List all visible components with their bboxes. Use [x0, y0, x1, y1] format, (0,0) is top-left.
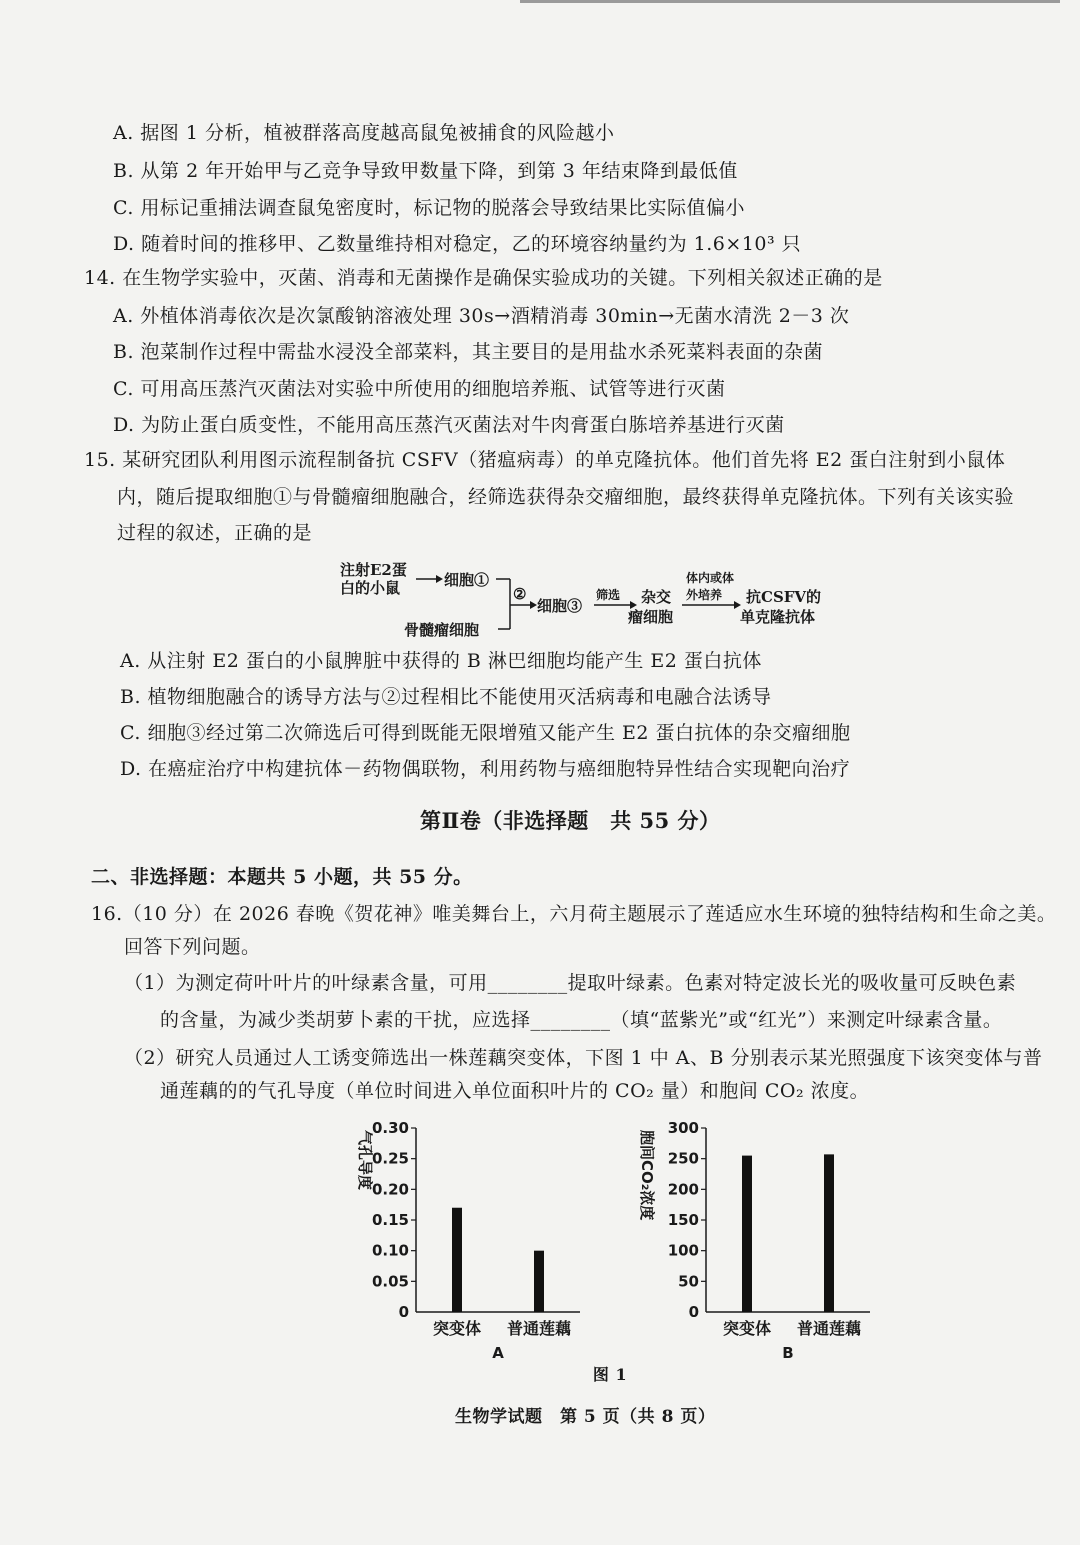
x-category-label: 突变体	[722, 1319, 772, 1338]
section2-heading: 二、非选择题：本题共 5 小题，共 55 分。	[91, 866, 473, 888]
x-category-label: 普通莲藕	[506, 1319, 572, 1338]
flow-hybrid-2: 瘤细胞	[628, 608, 674, 626]
q15-option-c: C. 细胞③经过第二次筛选后可得到既能无限增殖又能产生 E2 蛋白抗体的杂交瘤细胞	[120, 722, 851, 744]
page-footer: 生物学试题 第 5 页（共 8 页）	[455, 1407, 716, 1427]
y-tick-label: 0.10	[371, 1241, 409, 1260]
bar-突变体	[452, 1208, 462, 1312]
q13-option-b: B. 从第 2 年开始甲与乙竞争导致甲数量下降，到第 3 年结束降到最低值	[113, 160, 738, 182]
q14-option-b: B. 泡菜制作过程中需盐水浸没全部菜料，其主要目的是用盐水杀死菜料表面的杂菌	[113, 341, 824, 363]
y-tick-label: 100	[667, 1241, 699, 1260]
q14-option-a: A. 外植体消毒依次是次氯酸钠溶液处理 30s→酒精消毒 30min→无菌水清洗 2－3 次	[113, 305, 850, 327]
y-tick-label: 0	[688, 1303, 699, 1321]
flow-mouse-label-2: 白的小鼠	[340, 579, 401, 597]
y-tick-label: 200	[667, 1180, 699, 1199]
q15-stem-line3: 过程的叙述，正确的是	[117, 522, 313, 544]
flow-screen-label: 筛选	[596, 588, 621, 602]
flow-result-2: 单克隆抗体	[740, 608, 816, 626]
q16-part2-line2: 通莲藕的的气孔导度（单位时间进入单位面积叶片的 CO₂ 量）和胞间 CO₂ 浓度。	[160, 1080, 870, 1102]
bar-普通莲藕	[534, 1251, 544, 1312]
y-tick-label: 150	[667, 1211, 699, 1229]
q15-option-b: B. 植物细胞融合的诱导方法与②过程相比不能使用灭活病毒和电融合法诱导	[120, 686, 772, 708]
y-tick-label: 300	[667, 1119, 699, 1137]
y-tick-label: 0.05	[371, 1272, 409, 1291]
q15-stem-line1: 15. 某研究团队利用图示流程制备抗 CSFV（猪瘟病毒）的单克隆抗体。他们首先将 E2 蛋白注射到小鼠体	[84, 449, 1006, 471]
x-category-label: 普通莲藕	[796, 1319, 862, 1338]
y-tick-label: 0.30	[371, 1119, 409, 1137]
figure-caption: 图 1	[592, 1365, 628, 1384]
section2-title: 第Ⅱ卷（非选择题 共 55 分）	[420, 808, 721, 833]
y-tick-label: 50	[678, 1272, 699, 1291]
flow-cell1: 细胞①	[444, 571, 490, 589]
y-tick-label: 250	[667, 1149, 699, 1168]
q16-stem-line2: 回答下列问题。	[124, 936, 261, 958]
chart-b	[630, 1110, 890, 1360]
y-axis-label: 气孔导度	[356, 1130, 374, 1191]
q16-part2-line1: （2）研究人员通过人工诱变筛选出一株莲藕突变体，下图 1 中 A、B 分别表示某光照强度下该突变体与普	[124, 1047, 1043, 1069]
flow-hybrid-1: 杂交	[641, 588, 672, 606]
q16-stem-line1: 16.（10 分）在 2026 春晚《贺花神》唯美舞台上，六月荷主题展示了莲适应水生环境的独特结构和生命之美。	[91, 903, 1057, 925]
flow-culture-1: 体内或体	[686, 571, 735, 585]
q13-option-d: D. 随着时间的推移甲、乙数量维持相对稳定，乙的环境容纳量约为 1.6×10³ 只	[113, 233, 802, 255]
flow-culture-2: 外培养	[686, 588, 723, 602]
q15-stem-line2: 内，随后提取细胞①与骨髓瘤细胞融合，经筛选获得杂交瘤细胞，最终获得单克隆抗体。下列有关该实验	[117, 486, 1015, 508]
q13-option-c: C. 用标记重捕法调查鼠兔密度时，标记物的脱落会导致结果比实际值偏小	[113, 197, 745, 219]
q15-option-d: D. 在癌症治疗中构建抗体－药物偶联物，利用药物与癌细胞特异性结合实现靶向治疗	[120, 758, 851, 780]
panel-label: A	[492, 1344, 504, 1360]
flow-cell3: 细胞③	[537, 597, 583, 615]
bar-普通莲藕	[824, 1154, 834, 1312]
q14-stem: 14. 在生物学实验中，灭菌、消毒和无菌操作是确保实验成功的关键。下列相关叙述正确的是	[84, 267, 883, 289]
q16-part1-line2: 的含量，为减少类胡萝卜素的干扰，应选择________（填“蓝紫光”或“红光”）来测定叶绿素含量。	[160, 1009, 1003, 1031]
y-axis-label: 胞间CO₂浓度	[638, 1130, 656, 1221]
q16-part1-line1: （1）为测定荷叶叶片的叶绿素含量，可用________提取叶绿素。色素对特定波长光的吸收量可反映色素	[124, 972, 1017, 994]
flow-myeloma: 骨髓瘤细胞	[404, 621, 480, 639]
scan-edge-line	[520, 0, 1060, 3]
flow-mouse-label-1: 注射E2蛋	[340, 561, 407, 579]
q14-option-c: C. 可用高压蒸汽灭菌法对实验中所使用的细胞培养瓶、试管等进行灭菌	[113, 378, 726, 400]
q15-option-a: A. 从注射 E2 蛋白的小鼠脾脏中获得的 B 淋巴细胞均能产生 E2 蛋白抗体	[120, 650, 762, 672]
q13-option-a: A. 据图 1 分析，植被群落高度越高鼠兔被捕食的风险越小	[113, 122, 615, 144]
y-tick-label: 0.15	[371, 1211, 409, 1229]
y-tick-label: 0.20	[371, 1180, 409, 1199]
y-tick-label: 0	[398, 1303, 409, 1321]
y-tick-label: 0.25	[371, 1149, 409, 1168]
x-category-label: 突变体	[432, 1319, 482, 1338]
flow-result-1: 抗CSFV的	[746, 588, 822, 606]
q14-option-d: D. 为防止蛋白质变性，不能用高压蒸汽灭菌法对牛肉膏蛋白胨培养基进行灭菌	[113, 414, 785, 436]
flow-step2: ②	[513, 585, 527, 603]
bar-突变体	[742, 1156, 752, 1312]
chart-a	[340, 1110, 610, 1360]
panel-label: B	[782, 1344, 794, 1360]
